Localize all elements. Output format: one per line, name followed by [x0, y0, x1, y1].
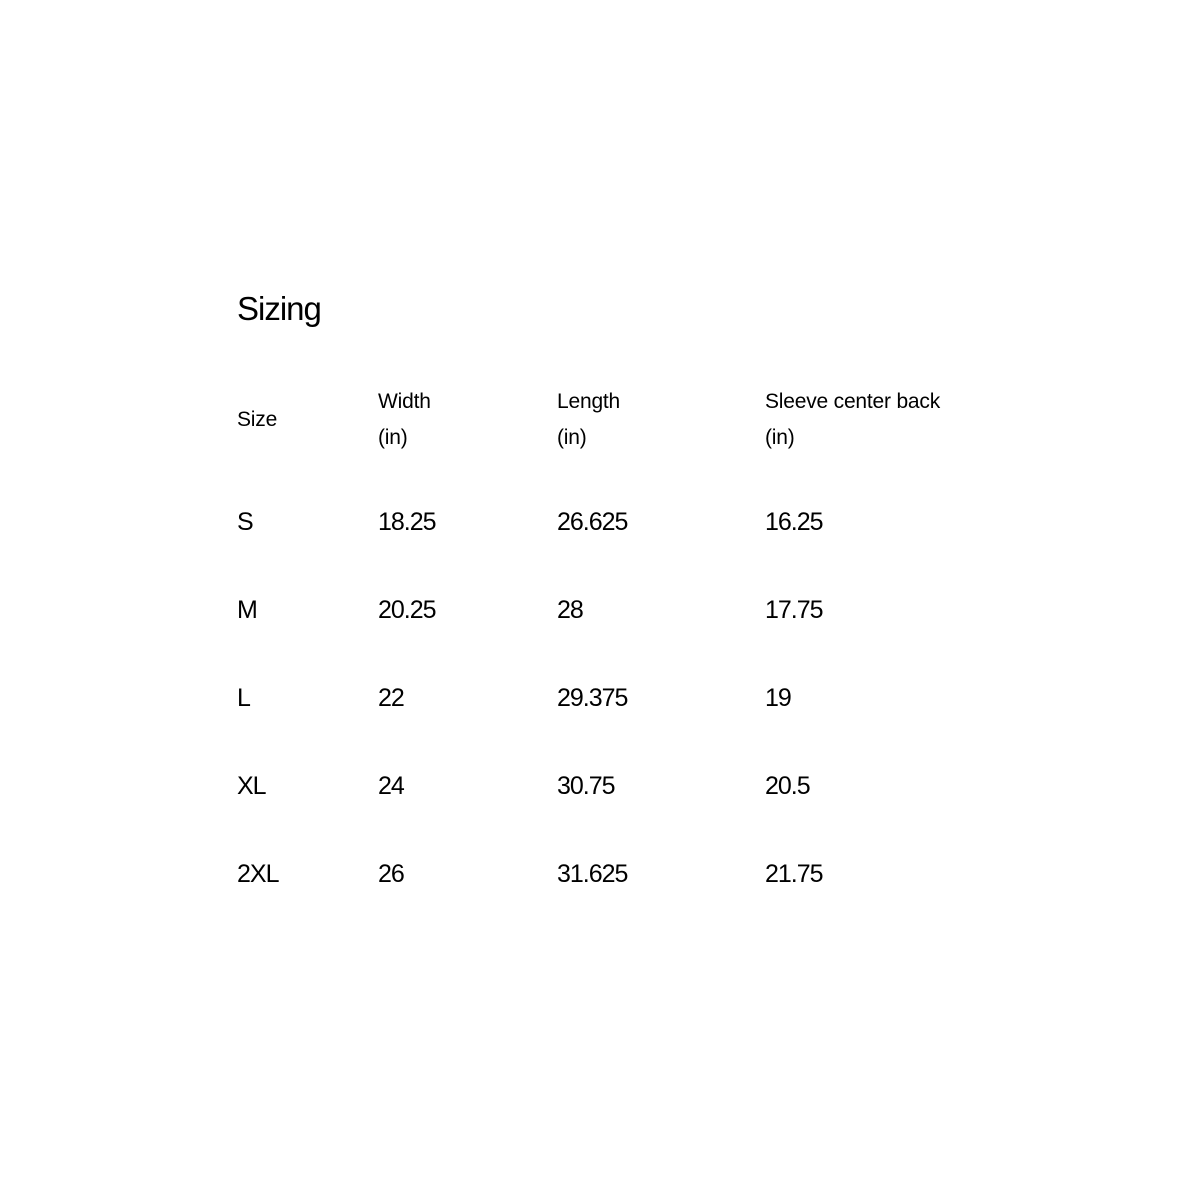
- header-sleeve: [765, 384, 940, 456]
- cell-width: 20.25: [378, 596, 436, 624]
- cell-sleeve: 21.75: [765, 860, 823, 888]
- page-title: Sizing: [237, 290, 321, 327]
- cell-width: 24: [378, 772, 404, 800]
- header-size-label: Size: [237, 408, 278, 431]
- header-width: [378, 384, 431, 456]
- header-size: [237, 402, 277, 438]
- cell-size: 2XL: [237, 860, 279, 888]
- cell-length: 26.625: [557, 508, 628, 536]
- cell-sleeve: 19: [765, 684, 791, 712]
- cell-size: L: [237, 684, 250, 712]
- cell-length: 29.375: [557, 684, 628, 712]
- cell-size: S: [237, 508, 253, 536]
- header-width-unit: (in): [378, 426, 408, 449]
- header-length-unit: (in): [557, 426, 587, 449]
- cell-width: 26: [378, 860, 404, 888]
- cell-sleeve: 20.5: [765, 772, 810, 800]
- cell-sleeve: 17.75: [765, 596, 823, 624]
- cell-size: M: [237, 596, 257, 624]
- cell-length: 28: [557, 596, 583, 624]
- cell-width: 18.25: [378, 508, 436, 536]
- cell-length: 30.75: [557, 772, 615, 800]
- header-length-label: Length: [557, 390, 621, 413]
- header-length: [557, 384, 620, 456]
- header-sleeve-unit: (in): [765, 426, 795, 449]
- cell-size: XL: [237, 772, 266, 800]
- cell-length: 31.625: [557, 860, 628, 888]
- cell-sleeve: 16.25: [765, 508, 823, 536]
- header-width-label: Width: [378, 390, 431, 413]
- cell-width: 22: [378, 684, 404, 712]
- header-sleeve-label: Sleeve center back: [765, 390, 941, 413]
